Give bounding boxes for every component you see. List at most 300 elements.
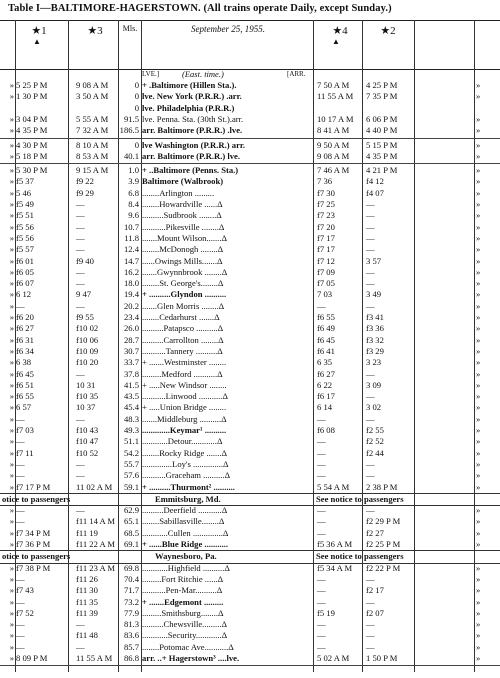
train-3-time: f9 29 <box>76 187 94 198</box>
train-2-time: 4 40 P M <box>366 125 398 136</box>
left-mark: » <box>9 505 14 516</box>
left-mark: » <box>9 334 14 345</box>
train-3-time: — <box>76 278 85 289</box>
train-3-time: f10 06 <box>76 334 99 345</box>
timetable-row <box>0 140 500 151</box>
train-1-time: f7 43 <box>16 585 34 596</box>
right-mark: » <box>476 244 481 255</box>
train-1-time: 3 04 P M <box>16 113 48 124</box>
timetable-row <box>0 222 500 233</box>
timetable-row <box>0 80 500 91</box>
train-2-time: 1 50 P M <box>366 653 398 663</box>
train-2-time: — <box>366 210 375 221</box>
train-3-time: — <box>76 244 85 255</box>
passenger-notice-row <box>0 493 500 506</box>
miles: 28.7 <box>123 334 139 345</box>
miles: 48.3 <box>123 413 139 424</box>
miles: 3.9 <box>128 176 139 187</box>
train-2-time: — <box>366 630 375 641</box>
station: ..........Sudbrook ........Δ <box>142 210 222 221</box>
miles: 26.0 <box>123 323 139 334</box>
timetable-row <box>0 528 500 539</box>
train-4-time: 8 41 A M <box>317 125 350 136</box>
train-3-time: 9 08 A M <box>76 80 109 90</box>
left-mark: » <box>9 573 14 584</box>
train-2-time: — <box>366 391 375 402</box>
timetable-row <box>0 539 500 550</box>
train-1-time: f7 38 P M <box>16 562 51 573</box>
right-mark: » <box>476 113 481 124</box>
train-4-time: f5 34 A M <box>317 562 353 573</box>
left-mark: » <box>9 125 14 136</box>
train-2-time: 3 02 <box>366 402 382 413</box>
train-4-time: — <box>317 470 326 481</box>
train-2-time: 6 06 P M <box>366 113 398 124</box>
station: ........Potomac Ave...........Δ <box>142 641 234 652</box>
train-2-time: f4 07 <box>366 187 384 198</box>
station: ...........Pikesville ........Δ <box>142 221 225 232</box>
right-mark: » <box>476 221 481 232</box>
train-1-time: — <box>16 458 25 469</box>
train-2-time: — <box>366 573 375 584</box>
left-mark: » <box>9 653 14 663</box>
train-2-time: — <box>366 244 375 255</box>
train-2-time: f3 36 <box>366 323 384 334</box>
train-2-time: — <box>366 470 375 481</box>
miles: 43.5 <box>123 391 139 402</box>
train-2-time: f2 27 <box>366 527 384 538</box>
train-3-header: ★3 <box>87 25 103 37</box>
miles: 186.5 <box>119 125 139 136</box>
timetable-row <box>0 335 500 346</box>
train-3-time: 5 55 A M <box>76 113 109 124</box>
train-3-time: 8 53 A M <box>76 150 109 161</box>
train-4-time: f7 17 <box>317 232 335 243</box>
timetable-row <box>0 448 500 459</box>
train-2-time: f3 32 <box>366 334 384 345</box>
left-mark: » <box>9 165 14 176</box>
train-3-time: f11 48 <box>76 630 98 641</box>
left-mark: » <box>9 539 14 549</box>
miles: 57.6 <box>123 470 139 481</box>
train-3-time: 10 37 <box>76 402 96 413</box>
station: + .Baltimore (Hillen Sta.). <box>142 80 237 90</box>
miles: 0 <box>134 91 139 102</box>
train-3-time: f10 20 <box>76 357 99 368</box>
timetable-row <box>0 233 500 244</box>
miles: 55.7 <box>123 458 139 469</box>
train-3-time: — <box>76 413 85 424</box>
station: lve. New York (P.R.R.) .arr. <box>142 91 242 102</box>
train-1-time: — <box>16 573 25 584</box>
train-4-time: f6 55 <box>317 312 335 322</box>
right-mark: » <box>476 436 481 447</box>
right-mark: » <box>476 139 481 150</box>
right-mark: » <box>476 210 481 221</box>
station: + .......Edgemont ......... <box>142 596 224 607</box>
left-mark: » <box>9 244 14 255</box>
train-1-time: — <box>16 596 25 607</box>
notice-left: otice to passengers <box>2 551 71 562</box>
train-2-time: f2 52 <box>366 436 384 447</box>
train-1-time: f5 49 <box>16 199 34 209</box>
timetable-row <box>0 256 500 267</box>
train-2-time: f2 44 <box>366 447 384 458</box>
train-1-time: f7 36 P M <box>16 539 51 549</box>
train-1-time: — <box>16 470 25 481</box>
station: ..............Loy's ..............Δ <box>142 458 229 469</box>
right-mark: » <box>476 300 481 311</box>
timetable-row <box>0 323 500 334</box>
row-separator <box>0 138 500 139</box>
train-2-header: ★2 <box>380 25 396 37</box>
notice-right: See notice to passengers <box>316 493 404 504</box>
station: .............Keymar¹ .......... <box>142 425 227 435</box>
train-2-time: 4 21 P M <box>366 165 398 176</box>
train-4-time: f7 23 <box>317 210 335 221</box>
right-mark: » <box>476 539 481 549</box>
train-2-time: — <box>366 505 375 516</box>
left-mark: » <box>9 516 14 527</box>
right-mark: » <box>476 278 481 289</box>
left-mark: » <box>9 150 14 161</box>
train-4-time: f7 17 <box>317 244 335 255</box>
train-4-time: 10 17 A M <box>317 113 354 124</box>
timetable-row <box>0 369 500 380</box>
timetable-row <box>0 125 500 136</box>
right-mark: » <box>476 630 481 641</box>
train-3-time: f10 35 <box>76 391 99 402</box>
train-3-time: — <box>76 266 85 277</box>
miles: 0 <box>134 80 139 90</box>
left-mark: » <box>9 607 14 618</box>
left-mark: » <box>9 199 14 209</box>
train-2-time: — <box>366 368 375 379</box>
train-1-time: f6 05 <box>16 266 34 277</box>
left-mark: » <box>9 379 14 390</box>
right-mark: » <box>476 425 481 435</box>
train-4-time: — <box>317 573 326 584</box>
right-mark: » <box>476 125 481 136</box>
right-mark: » <box>476 516 481 527</box>
train-4-time: 6 22 <box>317 379 333 390</box>
train-2-time: 2 38 P M <box>366 481 398 492</box>
train-1-time: f6 34 <box>16 345 34 356</box>
timetable-row <box>0 176 500 187</box>
station: ...........Tannery ..........Δ <box>142 345 223 356</box>
right-mark: » <box>476 505 481 516</box>
miles: 12.4 <box>123 244 139 255</box>
train-3-time: f11 30 <box>76 585 98 596</box>
train-3-time: 7 32 A M <box>76 125 109 136</box>
right-mark: » <box>476 368 481 379</box>
train-2-time: 4 35 P M <box>366 150 398 161</box>
right-mark: » <box>476 481 481 492</box>
timetable-row <box>0 188 500 199</box>
train-4-time: 7 46 A M <box>317 165 350 176</box>
left-mark: » <box>9 139 14 150</box>
train-3-time: 3 50 A M <box>76 91 109 102</box>
train-1-time: f5 56 <box>16 221 34 232</box>
station: arr. Baltimore (P.R.R.) .lve. <box>142 125 243 136</box>
left-mark: » <box>9 402 14 413</box>
miles: 85.7 <box>123 641 139 652</box>
station: ........Howardville ......Δ <box>142 199 223 209</box>
notice-right: See notice to passengers <box>316 551 404 562</box>
left-mark: » <box>9 458 14 469</box>
right-mark: » <box>476 391 481 402</box>
train-3-time: f11 26 <box>76 573 98 584</box>
station: ............Detour............Δ <box>142 436 223 447</box>
station: ............Highfield ..........Δ <box>142 562 230 573</box>
train-2-time: — <box>366 221 375 232</box>
miles: 81.3 <box>123 619 139 630</box>
station: .......Middleburg ..........Δ <box>142 413 227 424</box>
table-title: Table I—BALTIMORE-HAGERSTOWN. (All trains operate Daily, except Sunday.) <box>8 3 392 14</box>
miles: 11.8 <box>124 232 139 243</box>
train-4-time: 7 50 A M <box>317 80 350 90</box>
left-mark: » <box>9 289 14 300</box>
notice-station: Waynesboro, Pa. <box>155 551 217 562</box>
train-4-time: 7 36 <box>317 176 333 187</box>
right-mark: » <box>476 312 481 322</box>
left-mark: » <box>9 255 14 266</box>
right-mark: » <box>476 619 481 630</box>
station: .........Medford ...........Δ <box>142 368 223 379</box>
train-4-time: — <box>317 447 326 458</box>
left-mark: » <box>9 447 14 458</box>
miles: 73.2 <box>123 596 139 607</box>
train-2-time: — <box>366 232 375 243</box>
train-4-time: f6 27 <box>317 368 335 379</box>
train-4-time: f6 45 <box>317 334 335 345</box>
left-mark: » <box>9 266 14 277</box>
train-4-time: f7 30 <box>317 187 335 198</box>
timetable-row <box>0 574 500 585</box>
right-mark: » <box>476 232 481 243</box>
train-1-time: f6 07 <box>16 278 34 289</box>
train-3-time: 8 10 A M <box>76 139 109 150</box>
train-4-time: — <box>317 641 326 652</box>
train-3-time: 9 47 <box>76 289 92 300</box>
train-1-time: f5 51 <box>16 210 34 221</box>
train-4-time: 5 02 A M <box>317 653 350 663</box>
train-2-time: f2 17 <box>366 585 384 596</box>
train-4-time: — <box>317 413 326 424</box>
timetable-row <box>0 301 500 312</box>
miles: 33.7 <box>123 357 139 368</box>
miles: 0 <box>134 102 139 113</box>
miles: 62.9 <box>123 505 139 516</box>
right-mark: » <box>476 641 481 652</box>
station: .........Fort Ritchie ......Δ <box>142 573 224 584</box>
train-1-header: ★1 <box>31 25 47 37</box>
station: ...........Pen-Mar..........Δ <box>142 585 223 596</box>
lve-label: LVE.] <box>142 70 160 78</box>
train-1-time: f6 55 <box>16 391 34 402</box>
miles: 45.4 <box>123 402 139 413</box>
left-mark: » <box>9 210 14 221</box>
right-mark: » <box>476 357 481 368</box>
left-mark: » <box>9 187 14 198</box>
miles: 37.8 <box>123 368 139 379</box>
train-3-time: — <box>76 221 85 232</box>
train-4-time: — <box>317 630 326 641</box>
timetable-row <box>0 357 500 368</box>
train-1-time: 6 38 <box>16 357 32 368</box>
right-mark: » <box>476 562 481 573</box>
right-mark: » <box>476 266 481 277</box>
triangle-icon: ▲ <box>33 37 41 46</box>
train-3-time: 11 55 A M <box>76 653 113 663</box>
miles: 10.7 <box>123 221 139 232</box>
left-mark: » <box>9 527 14 538</box>
train-4-header: ★4 <box>332 25 348 37</box>
train-1-time: f6 51 <box>16 379 34 390</box>
station: .......Mount Wilson.......Δ <box>142 232 227 243</box>
train-3-time: 11 02 A M <box>76 481 113 492</box>
train-4-time: f6 08 <box>317 425 335 435</box>
miles: 86.8 <box>123 653 139 663</box>
train-1-time: f6 01 <box>16 255 34 266</box>
train-2-time: — <box>366 458 375 469</box>
right-mark: » <box>476 585 481 596</box>
station: arr. ..+ Hagerstown³ ....lve. <box>142 653 240 663</box>
train-1-time: — <box>16 413 25 424</box>
train-4-time: 6 35 <box>317 357 333 368</box>
left-mark: » <box>9 345 14 356</box>
station: + ..........Glyndon .......... <box>142 289 227 300</box>
train-1-time: 8 09 P M <box>16 653 48 663</box>
train-2-time: 3 49 <box>366 289 382 300</box>
left-mark: » <box>9 391 14 402</box>
train-3-time: f9 40 <box>76 255 94 266</box>
timetable-row <box>0 505 500 516</box>
miles: 68.5 <box>123 527 139 538</box>
train-1-time: f7 17 P M <box>16 481 51 492</box>
train-4-time: — <box>317 300 326 311</box>
row-separator <box>0 163 500 164</box>
train-2-time: f3 29 <box>366 345 384 356</box>
miles: 8.4 <box>128 199 139 209</box>
train-3-time: f11 19 <box>76 527 98 538</box>
station: ........Cedarhurst .......Δ <box>142 312 220 322</box>
station: ..........Patapsco ..........Δ <box>142 323 224 334</box>
right-mark: » <box>476 80 481 90</box>
train-2-time: f2 22 P M <box>366 562 401 573</box>
timetable-row <box>0 653 500 664</box>
train-1-time: 5 25 P M <box>16 80 48 90</box>
train-2-time: f4 12 <box>366 176 384 187</box>
miles: 91.5 <box>123 113 139 124</box>
date-header: September 25, 1955. <box>191 24 265 34</box>
train-3-time: — <box>76 232 85 243</box>
timetable-row <box>0 289 500 300</box>
station: + ......Blue Ridge ........... <box>142 539 229 549</box>
miles: 69.1 <box>123 539 139 549</box>
train-4-time: — <box>317 458 326 469</box>
miles: 54.2 <box>123 447 139 458</box>
train-4-time: 6 14 <box>317 402 333 413</box>
timetable-row <box>0 597 500 608</box>
miles: 23.4 <box>123 312 139 322</box>
train-1-time: f7 03 <box>16 425 34 435</box>
train-2-time: 7 35 P M <box>366 91 398 102</box>
train-2-time: — <box>366 300 375 311</box>
miles: 70.4 <box>123 573 139 584</box>
miles-header: Mls. <box>122 24 138 33</box>
train-1-time: 6 57 <box>16 402 32 413</box>
train-2-time: — <box>366 413 375 424</box>
miles: 71.7 <box>123 585 139 596</box>
train-4-time: f5 19 <box>317 607 335 618</box>
timetable-row <box>0 402 500 413</box>
miles: 65.1 <box>123 516 139 527</box>
right-mark: » <box>476 402 481 413</box>
station: ........Rocky Ridge .......Δ <box>142 447 228 458</box>
train-1-time: f6 27 <box>16 323 34 334</box>
right-mark: » <box>476 527 481 538</box>
train-1-time: f6 45 <box>16 368 34 379</box>
train-4-time: f7 12 <box>317 255 335 266</box>
train-4-time: 9 50 A M <box>317 139 350 150</box>
right-mark: » <box>476 323 481 334</box>
right-mark: » <box>476 150 481 161</box>
train-2-time: 5 15 P M <box>366 139 398 150</box>
train-3-time: f11 14 A M <box>76 516 116 527</box>
train-1-time: — <box>16 505 25 516</box>
train-1-time: f7 11 <box>16 447 34 458</box>
miles: 41.5 <box>123 379 139 390</box>
train-3-time: f9 22 <box>76 176 94 187</box>
station: arr. Baltimore (P.R.R.) lve. <box>142 150 241 161</box>
timetable-row <box>0 630 500 641</box>
left-mark: » <box>9 176 14 187</box>
train-4-time: f6 49 <box>317 323 335 334</box>
timetable-row <box>0 619 500 630</box>
left-mark: » <box>9 470 14 481</box>
right-mark: » <box>476 255 481 266</box>
left-mark: » <box>9 80 14 90</box>
train-3-time: f10 52 <box>76 447 99 458</box>
train-1-time: — <box>16 436 25 447</box>
train-1-time: 5 30 P M <box>16 165 48 176</box>
right-mark: » <box>476 176 481 187</box>
timetable-row <box>0 244 500 255</box>
miles: 51.1 <box>123 436 139 447</box>
right-mark: » <box>476 379 481 390</box>
train-2-time: f2 07 <box>366 607 384 618</box>
train-4-time: f6 17 <box>317 391 335 402</box>
timezone-label: (East. time.) <box>182 69 224 79</box>
right-mark: » <box>476 573 481 584</box>
train-4-time: — <box>317 516 326 527</box>
arr-label: [ARR. <box>287 70 306 78</box>
train-3-time: — <box>76 619 85 630</box>
left-mark: » <box>9 312 14 322</box>
left-mark: » <box>9 221 14 232</box>
train-1-time: 4 35 P M <box>16 125 48 136</box>
station: .......Gwynnbrook ........Δ <box>142 266 228 277</box>
train-2-time: — <box>366 641 375 652</box>
left-mark: » <box>9 585 14 596</box>
train-4-time: f5 36 A M <box>317 539 353 549</box>
station: ...........Graceham ..........Δ <box>142 470 231 481</box>
train-2-time: 3 57 <box>366 255 382 266</box>
miles: 30.7 <box>123 345 139 356</box>
train-3-time: 10 31 <box>76 379 96 390</box>
timetable-row <box>0 563 500 574</box>
